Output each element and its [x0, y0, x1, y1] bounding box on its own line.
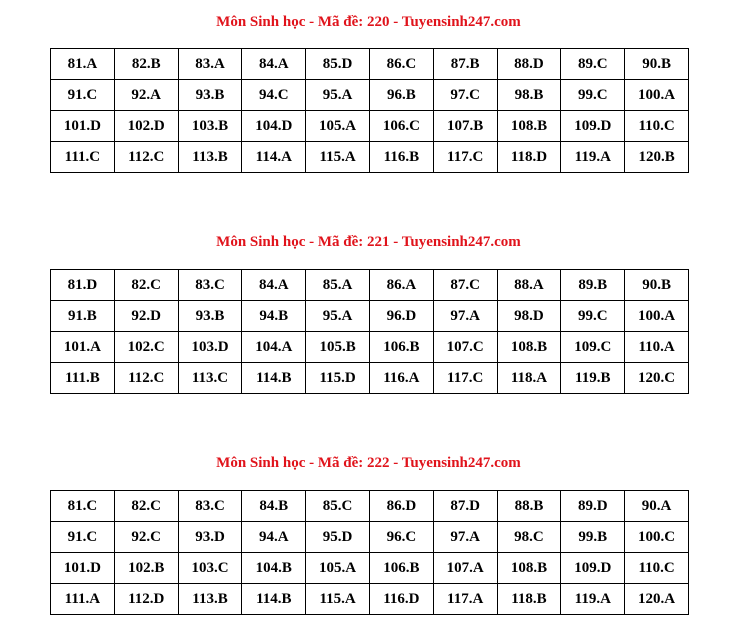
answer-cell: 99.B: [561, 522, 625, 553]
answer-cell: 99.C: [561, 80, 625, 111]
answer-cell: 103.B: [178, 111, 242, 142]
answer-cell: 110.A: [625, 332, 689, 363]
answer-cell: 96.C: [369, 522, 433, 553]
answer-cell: 115.A: [306, 142, 370, 173]
answer-cell: 104.B: [242, 553, 306, 584]
answer-cell: 120.C: [625, 363, 689, 394]
answer-cell: 101.A: [51, 332, 115, 363]
answer-cell: 107.C: [433, 332, 497, 363]
answer-cell: 86.D: [369, 491, 433, 522]
answer-cell: 102.B: [114, 553, 178, 584]
answer-cell: 115.A: [306, 584, 370, 615]
answer-table-220: [50, 48, 689, 173]
answer-cell: 84.B: [242, 491, 306, 522]
answer-cell: 119.A: [561, 142, 625, 173]
table-row: [51, 584, 689, 615]
answer-cell: 88.A: [497, 270, 561, 301]
answer-cell: 82.B: [114, 49, 178, 80]
answer-cell: 92.C: [114, 522, 178, 553]
section-title-222: Môn Sinh học - Mã đề: 222 - Tuyensinh247.com: [216, 455, 521, 471]
answer-cell: 85.C: [306, 491, 370, 522]
answer-cell: 118.A: [497, 363, 561, 394]
answer-cell: 96.D: [369, 301, 433, 332]
answer-cell: 116.D: [369, 584, 433, 615]
answer-cell: 111.A: [51, 584, 115, 615]
answer-cell: 110.C: [625, 111, 689, 142]
answer-cell: 107.B: [433, 111, 497, 142]
answer-cell: 118.B: [497, 584, 561, 615]
answer-cell: 90.B: [625, 49, 689, 80]
answer-cell: 102.C: [114, 332, 178, 363]
answer-cell: 106.C: [369, 111, 433, 142]
answer-cell: 113.C: [178, 363, 242, 394]
answer-cell: 87.B: [433, 49, 497, 80]
answer-cell: 83.C: [178, 270, 242, 301]
answer-cell: 107.A: [433, 553, 497, 584]
answer-cell: 103.D: [178, 332, 242, 363]
answer-table-221: [50, 269, 689, 394]
answer-cell: 84.A: [242, 270, 306, 301]
answer-cell: 108.B: [497, 332, 561, 363]
answer-cell: 112.C: [114, 363, 178, 394]
table-row: [51, 553, 689, 584]
answer-cell: 117.A: [433, 584, 497, 615]
answer-cell: 112.C: [114, 142, 178, 173]
answer-cell: 120.A: [625, 584, 689, 615]
answer-cell: 103.C: [178, 553, 242, 584]
answer-cell: 111.B: [51, 363, 115, 394]
answer-cell: 101.D: [51, 111, 115, 142]
answer-cell: 115.D: [306, 363, 370, 394]
answer-cell: 109.D: [561, 553, 625, 584]
answer-cell: 85.A: [306, 270, 370, 301]
answer-cell: 98.D: [497, 301, 561, 332]
answer-cell: 106.B: [369, 553, 433, 584]
answer-cell: 83.A: [178, 49, 242, 80]
answer-cell: 81.D: [51, 270, 115, 301]
answer-cell: 113.B: [178, 584, 242, 615]
answer-cell: 84.A: [242, 49, 306, 80]
answer-cell: 95.A: [306, 80, 370, 111]
answer-cell: 81.C: [51, 491, 115, 522]
answer-cell: 93.B: [178, 301, 242, 332]
answer-cell: 91.C: [51, 522, 115, 553]
answer-cell: 114.B: [242, 363, 306, 394]
answer-cell: 89.D: [561, 491, 625, 522]
answer-cell: 106.B: [369, 332, 433, 363]
answer-cell: 105.A: [306, 553, 370, 584]
answer-cell: 94.C: [242, 80, 306, 111]
answer-cell: 97.A: [433, 522, 497, 553]
answer-cell: 82.C: [114, 491, 178, 522]
answer-cell: 108.B: [497, 111, 561, 142]
answer-cell: 85.D: [306, 49, 370, 80]
answer-cell: 110.C: [625, 553, 689, 584]
table-row: [51, 301, 689, 332]
answer-cell: 114.A: [242, 142, 306, 173]
answer-cell: 120.B: [625, 142, 689, 173]
section-title-221: Môn Sinh học - Mã đề: 221 - Tuyensinh247.com: [216, 234, 521, 250]
answer-cell: 97.C: [433, 80, 497, 111]
answer-cell: 100.A: [625, 80, 689, 111]
answer-cell: 116.A: [369, 363, 433, 394]
answer-cell: 119.B: [561, 363, 625, 394]
answer-cell: 92.D: [114, 301, 178, 332]
answer-cell: 100.C: [625, 522, 689, 553]
answer-cell: 90.B: [625, 270, 689, 301]
answer-table-222: [50, 490, 689, 615]
answer-cell: 104.D: [242, 111, 306, 142]
table-row: [51, 270, 689, 301]
answer-cell: 117.C: [433, 363, 497, 394]
table-row: [51, 142, 689, 173]
answer-cell: 114.B: [242, 584, 306, 615]
answer-cell: 112.D: [114, 584, 178, 615]
answer-cell: 88.B: [497, 491, 561, 522]
answer-cell: 93.B: [178, 80, 242, 111]
answer-cell: 117.C: [433, 142, 497, 173]
answer-cell: 81.A: [51, 49, 115, 80]
answer-cell: 119.A: [561, 584, 625, 615]
answer-cell: 104.A: [242, 332, 306, 363]
answer-cell: 100.A: [625, 301, 689, 332]
answer-cell: 88.D: [497, 49, 561, 80]
answer-cell: 90.A: [625, 491, 689, 522]
answer-cell: 95.D: [306, 522, 370, 553]
answer-cell: 94.B: [242, 301, 306, 332]
answer-cell: 105.A: [306, 111, 370, 142]
answer-cell: 94.A: [242, 522, 306, 553]
answer-cell: 109.C: [561, 332, 625, 363]
answer-cell: 83.C: [178, 491, 242, 522]
answer-cell: 105.B: [306, 332, 370, 363]
answer-cell: 87.C: [433, 270, 497, 301]
answer-cell: 113.B: [178, 142, 242, 173]
answer-cell: 97.A: [433, 301, 497, 332]
answer-cell: 91.C: [51, 80, 115, 111]
answer-cell: 92.A: [114, 80, 178, 111]
answer-cell: 82.C: [114, 270, 178, 301]
answer-cell: 86.C: [369, 49, 433, 80]
table-row: [51, 363, 689, 394]
table-row: [51, 80, 689, 111]
answer-cell: 95.A: [306, 301, 370, 332]
answer-cell: 118.D: [497, 142, 561, 173]
table-row: [51, 491, 689, 522]
table-row: [51, 49, 689, 80]
answer-cell: 86.A: [369, 270, 433, 301]
section-title-220: Môn Sinh học - Mã đề: 220 - Tuyensinh247.com: [216, 14, 521, 30]
answer-cell: 91.B: [51, 301, 115, 332]
answer-cell: 101.D: [51, 553, 115, 584]
answer-cell: 98.C: [497, 522, 561, 553]
answer-cell: 108.B: [497, 553, 561, 584]
table-row: [51, 111, 689, 142]
answer-cell: 111.C: [51, 142, 115, 173]
answer-cell: 99.C: [561, 301, 625, 332]
table-row: [51, 522, 689, 553]
answer-cell: 89.B: [561, 270, 625, 301]
answer-cell: 102.D: [114, 111, 178, 142]
answer-cell: 98.B: [497, 80, 561, 111]
answer-cell: 93.D: [178, 522, 242, 553]
answer-cell: 109.D: [561, 111, 625, 142]
answer-cell: 96.B: [369, 80, 433, 111]
answer-cell: 89.C: [561, 49, 625, 80]
answer-cell: 116.B: [369, 142, 433, 173]
answer-cell: 87.D: [433, 491, 497, 522]
table-row: [51, 332, 689, 363]
